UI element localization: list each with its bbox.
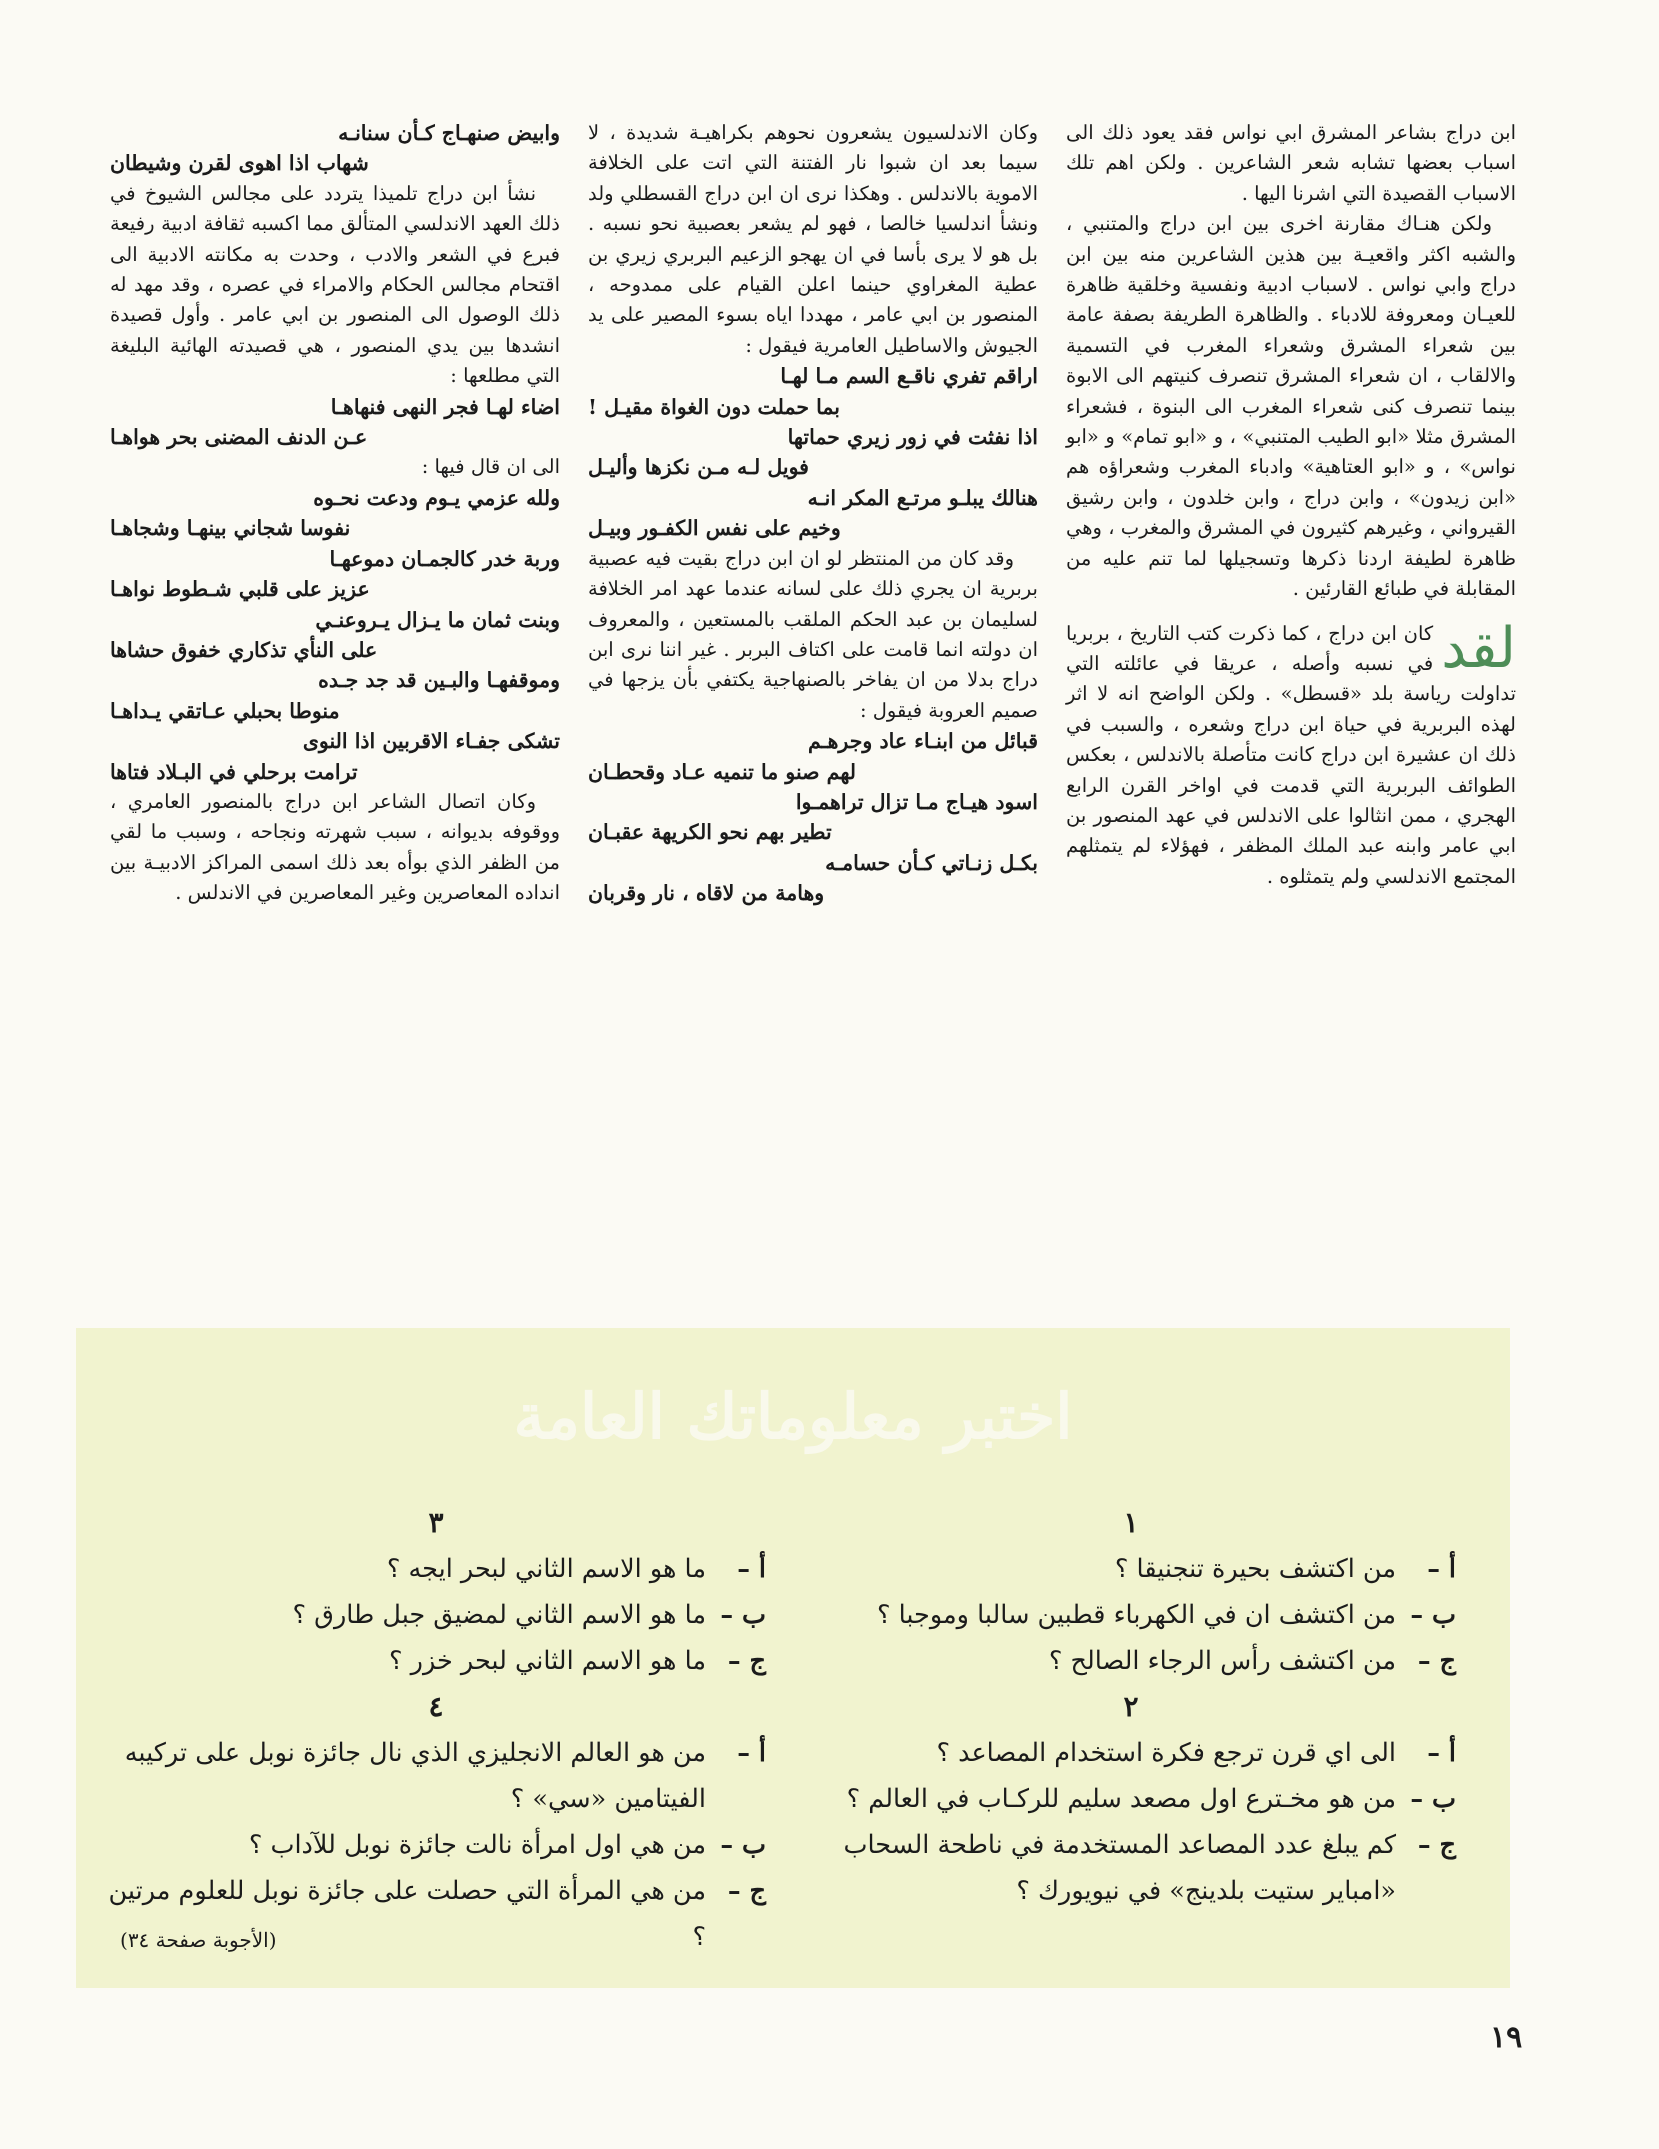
verse-line: بما حملت دون الغواة مقيـل ! [588,394,840,419]
verse-block [110,118,560,179]
verse-line: ولله عزمي يـوم ودعت نحـوه [313,485,560,510]
verse-line: عزيز على قلبي شـطوط نواهـا [110,577,370,602]
quiz-column-right [806,1500,1456,1914]
paragraph: وكان اتصال الشاعر ابن دراج بالمنصور العامري ، ووقوفه بديوانه ، سبب شهرته ونجاحه ، وسبب ما لقي من الظفر الذي بوأه بعد ذلك اسمى المراكز الادبيـة بين انداده المعاصرين وغير المعاصرين في الاندلس . [110,789,560,905]
verse-line: قبائل من ابنـاء عاد وجرهـم [807,729,1038,754]
quiz-group-number: ٢ [1123,1690,1139,1723]
verse-line: على النأي تذكاري خفوق حشاها [110,637,378,662]
question-text: من اكتشف رأس الرجاء الصالح ؟ [1048,1646,1396,1676]
verse-block [588,726,1038,908]
article-column-right [1066,118,1516,892]
paragraph: ولكن هنـاك مقارنة اخرى بين ابن دراج والمتنبي ، والشبه اكثر واقعيـة بين هذين الشاعرين منه بين ابن دراج وابي نواس . لاسباب ادبية ونفسية وخلقية ظاهرة للعيـان ومعروفة للادباء . والظاهرة الطريفة بصفة عامة بين شعراء المشرق وشعراء المغرب في التسمية والالقاب ، ان شعراء المشرق تنصرف كنيتهم الى الابوة بينما تنصرف كنى شعراء المغرب الى البنوة ، فشعراء المشرق مثلا «ابو الطيب المتنبي» ، و «ابو تمام» و «ابو نواس» ، و «ابو العتاهية» وادباء المغرب وشعراؤه هم «ابن زيدون» ، وابن دراج ، وابن خلدون ، وابن رشيق القيرواني ، وغيرهم كثيرون في المشرق والمغرب ، وهي ظاهرة لطيفة اردنا ذكرها وتسجيلها لما تنم عليه من المقابلة في طبائع القارئين . [1066,212,1516,601]
quiz-question [106,1730,766,1822]
verse-line: اسود هيـاج مـا تزال تراهمـوا [795,789,1038,814]
article-column-middle [588,118,1038,909]
verse-line: وبنت ثمان ما يـزال يـروعنـي [315,607,560,632]
verse-line: فويل لـه مـن نكزها وأليـل [588,455,809,480]
article-column-left [110,118,560,909]
verse-line: وخيم على نفس الكفـور وبيـل [588,516,841,541]
paragraph-with-drop-cap [1066,615,1516,893]
question-letter: أ – [1427,1554,1456,1584]
verse-line: اضاء لهـا فجر النهى فنهاهـا [330,394,560,419]
verse-line: هنالك يبلـو مرتـع المكر انـه [807,485,1038,510]
question-letter: ج – [1417,1830,1456,1860]
quiz-question [806,1638,1456,1684]
verse-line: تشكى جفـاء الاقربين اذا النوى [302,729,560,754]
quiz-question [806,1730,1456,1776]
paragraph: نشأ ابن دراج تلميذا يتردد على مجالس الشيوخ في ذلك العهد الاندلسي المتألق مما اكسبه ثقافة ادبية رفيعة فبرع في الشعر والادب ، وحدت به مكانته الادبية الى اقتحام مجالس الحكام والامراء في عصره ، وقد مهد له ذلك الوصول الى المنصور بن ابي عامر . وأول قصيدة انشدها بين يدي المنصور ، هي قصيدته الهائية البليغة التي مطلعها : [110,181,560,388]
question-text: ما هو الاسم الثاني لبحر ايجه ؟ [386,1554,706,1584]
quiz-group-number: ٤ [428,1690,444,1723]
question-letter: ب – [1410,1784,1456,1814]
verse-line: نفوسا شجاني بينهـا وشجاهـا [110,516,351,541]
quiz-question [806,1592,1456,1638]
question-letter: ب – [1410,1600,1456,1630]
quiz-column-left [106,1500,766,1960]
answers-page-note: (الأجوبة صفحة ٣٤) [120,1928,277,1952]
quiz-question [106,1546,766,1592]
paragraph-text: كان ابن دراج ، كما ذكرت كتب التاريخ ، بربريا في نسبه وأصله ، عريقا في عائلته التي تداولت رياسة بلد «قسطل» . ولكن الواضح انه لا اثر لهذه البربرية في حياة ابن دراج وشعره ، والسبب في ذلك ان عشيرة ابن دراج كانت متأصلة بالاندلس ، بعكس الطوائف البربرية التي قدمت في اواخر القرن الرابع الهجري ، ممن انثالوا على الاندلس في عهد المنصور بن ابي عامر وابنه عبد الملك المظفر ، فهؤلاء لم يتمثلهم المجتمع الاندلسي ولم يتمثلوه . [1066,621,1516,888]
quiz-question [806,1822,1456,1914]
quiz-title: اختبر معلوماتك العامة [513,1380,1073,1453]
paragraph: ابن دراج بشاعر المشرق ابي نواس فقد يعود ذلك الى اسباب بعضها تشابه شعر الشاعرين . ولكن اهم تلك الاسباب القصيدة التي اشرنا اليها . [1066,121,1516,205]
quiz-question [106,1592,766,1638]
question-text: كم يبلغ عدد المصاعد المستخدمة في ناطحة السحاب «امباير ستيت بلدينج» في نيويورك ؟ [843,1830,1396,1906]
question-text: من اكتشف ان في الكهرباء قطبين سالبا وموجبا ؟ [876,1600,1396,1630]
quiz-question [806,1546,1456,1592]
verse-line: ترامت برحلي في البـلاد فتاها [110,759,358,784]
question-letter: ج – [1417,1646,1456,1676]
verse-line: اذا نفثت في زور زيري حماتها [787,425,1038,450]
paragraph: الى ان قال فيها : [421,455,560,479]
verse-line: وربة خدر كالجمـان دموعهـا [329,546,560,571]
question-letter: أ – [1427,1738,1456,1768]
question-text: من هو مخـترع اول مصعد سليم للركـاب في العالم ؟ [846,1784,1396,1814]
verse-line: تطير بهم نحو الكريهة عقبـان [588,820,832,845]
question-text: من هي المرأة التي حصلت على جائزة نوبل للعلوم مرتين ؟ [108,1876,706,1952]
verse-block [110,483,560,787]
quiz-box [76,1328,1510,1988]
verse-line: وهامة من لاقاه ، نار وقربان [588,881,825,906]
verse-block [588,361,1038,543]
verse-block [110,392,560,453]
question-letter: ج – [727,1646,766,1676]
question-letter: ب – [720,1600,766,1630]
question-letter: ج – [727,1876,766,1906]
question-text: ما هو الاسم الثاني لمضيق جبل طارق ؟ [292,1600,706,1630]
quiz-group-number: ١ [1123,1506,1139,1539]
question-text: من اكتشف بحيرة تنجنيقا ؟ [1114,1554,1396,1584]
question-letter: ب – [720,1830,766,1860]
question-text: من هي اول امرأة نالت جائزة نوبل للآداب ؟ [248,1830,706,1860]
question-letter: أ – [737,1738,766,1768]
quiz-question [106,1822,766,1868]
verse-line: منوطا بحبلي عـاتقي يـداهـا [110,698,340,723]
question-text: ما هو الاسم الثاني لبحر خزر ؟ [389,1646,706,1676]
drop-cap-word: لقد [1441,615,1516,681]
verse-line: اراقم تفري ناقـع السم مـا لهـا [780,364,1038,389]
paragraph: وقد كان من المنتظر لو ان ابن دراج بقيت فيه عصبية بربرية ان يجري ذلك على لسانه عندما عهد امر الخلافة لسليمان بن عبد الحكم الملقب بالمستعين ، والمعروف ان دولته انما قامت على اكتاف البربر . غير اننا نرى ابن دراج بدلا من ان يفاخر بالصنهاجية يكتفي بأن يزجها في صميم العروبة فيقول : [588,546,1038,722]
quiz-question [106,1638,766,1684]
question-text: الى اي قرن ترجع فكرة استخدام المصاعد ؟ [936,1738,1396,1768]
verse-line: لهم صنو ما تنميه عـاد وقحطـان [588,759,857,784]
verse-line: وابيض صنهـاج كـأن سنانـه [338,121,560,145]
verse-line: وموقفهـا والبـين قد جد جـده [318,668,560,693]
verse-line: عـن الدنف المضنى بحر هواهـا [110,425,368,450]
question-letter: أ – [737,1554,766,1584]
question-text: من هو العالم الانجليزي الذي نال جائزة نوبل على تركيبه الفيتامين «سي» ؟ [124,1738,706,1814]
verse-line: بكـل زنـاتي كـأن حسامـه [825,850,1038,875]
verse-line: شهاب اذا اهوى لقرن وشيطان [110,151,369,176]
quiz-group-number: ٣ [428,1506,444,1539]
quiz-question [806,1776,1456,1822]
paragraph: وكان الاندلسيون يشعرون نحوهم بكراهيـة شديدة ، لا سيما بعد ان شبوا نار الفتنة التي اتت على الخلافة الاموية بالاندلس . وهكذا نرى ان ابن دراج القسطلي ولد ونشأ اندلسيا خالصا ، فهو لم يشعر بعصبية نحو نسبه . بل هو لا يرى بأسا في ان يهجو الزعيم البربري زيري بن عطية المغراوي حينما اعلن القيام على ممدوحه ، المنصور بن ابي عامر ، مهددا اياه بسوء المصير على يد الجيوش والاساطيل العامرية فيقول : [588,121,1038,357]
page-number: ١٩ [1490,2020,1523,2055]
